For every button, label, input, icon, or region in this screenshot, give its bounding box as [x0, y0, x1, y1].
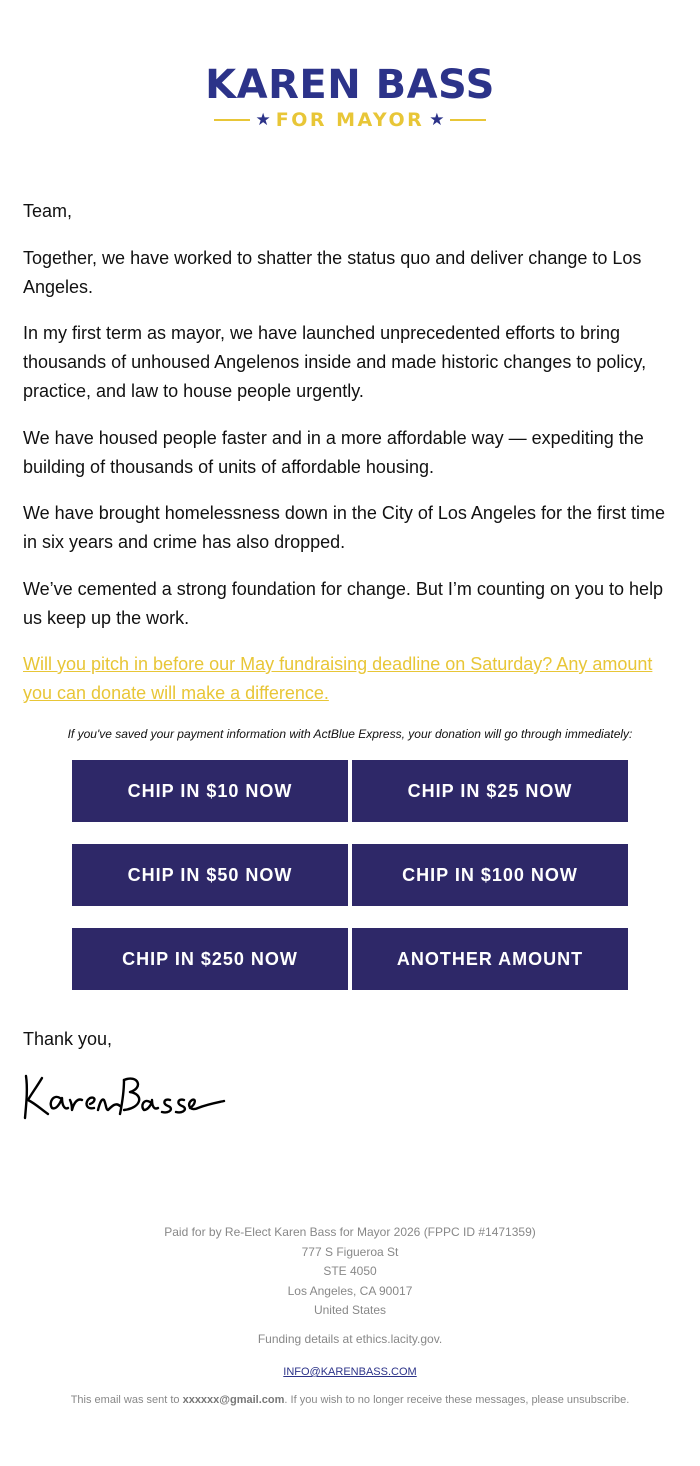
- cta-paragraph: [23, 650, 673, 708]
- actblue-express-note: If you've saved your payment information with ActBlue Express, your donation will go through immediately:: [67, 727, 633, 741]
- unsub-prefix: This email was sent to: [70, 1394, 183, 1406]
- logo-right-rule: [450, 119, 486, 121]
- logo-subtitle: [0, 108, 700, 132]
- greeting: Team,: [23, 201, 73, 221]
- funding-details: Funding details at ethics.lacity.gov.: [257, 1332, 443, 1346]
- star-icon: ★: [429, 110, 445, 129]
- footer-disclaimer: [0, 1223, 700, 1321]
- address-line: Los Angeles, CA 90017: [287, 1283, 413, 1298]
- chip-in-250-button[interactable]: CHIP IN $250 NOW: [72, 928, 348, 990]
- paid-for-text: Paid for by Re-Elect Karen Bass for Mayor 2026 (FPPC ID #1471359): [164, 1225, 536, 1239]
- logo-left-rule: [214, 119, 250, 121]
- chip-in-25-button[interactable]: CHIP IN $25 NOW: [352, 760, 628, 822]
- chip-in-10-button[interactable]: CHIP IN $10 NOW: [72, 760, 348, 822]
- address-line: United States: [313, 1303, 387, 1317]
- another-amount-button[interactable]: ANOTHER AMOUNT: [352, 928, 628, 990]
- paragraph-1: Together, we have worked to shatter the status quo and deliver change to Los Angeles.: [23, 248, 642, 297]
- unsubscribe-text: [0, 1394, 700, 1406]
- info-email-link[interactable]: INFO@KARENBASS.COM: [283, 1366, 417, 1378]
- logo-name: KAREN BASS: [205, 62, 495, 108]
- paragraph-2: In my first term as mayor, we have launched unprecedented efforts to bring thousands of unhoused Angelenos inside and made historic changes to policy, practice, and law to house people urgently.: [23, 323, 647, 401]
- campaign-logo: [0, 62, 700, 132]
- star-icon: ★: [255, 110, 271, 129]
- address-line: 777 S Figueroa St: [301, 1244, 399, 1259]
- chip-in-50-button[interactable]: CHIP IN $50 NOW: [72, 844, 348, 906]
- signature-image: [20, 1068, 230, 1128]
- paragraph-3: We have housed people faster and in a more affordable way — expediting the building of thousands of units of affordable housing.: [23, 428, 644, 477]
- logo-for-mayor: FOR MAYOR: [275, 109, 425, 131]
- address-line: STE 4050: [323, 1264, 377, 1278]
- unsub-suffix: . If you wish to no longer receive these messages, please unsubscribe.: [284, 1394, 630, 1406]
- paragraph-4: We have brought homelessness down in the City of Los Angeles for the first time in six years and crime has also dropped.: [23, 503, 666, 552]
- recipient-email: xxxxxx@gmail.com: [182, 1394, 285, 1406]
- footer-email: [0, 1364, 700, 1378]
- chip-in-100-button[interactable]: CHIP IN $100 NOW: [352, 844, 628, 906]
- donate-cta-link[interactable]: Will you pitch in before our May fundraising deadline on Saturday? Any amount you can donate will make a difference.: [23, 654, 653, 703]
- paragraph-5: We’ve cemented a strong foundation for change. But I’m counting on you to help us keep up the work.: [23, 579, 664, 628]
- closing: Thank you,: [23, 1029, 113, 1049]
